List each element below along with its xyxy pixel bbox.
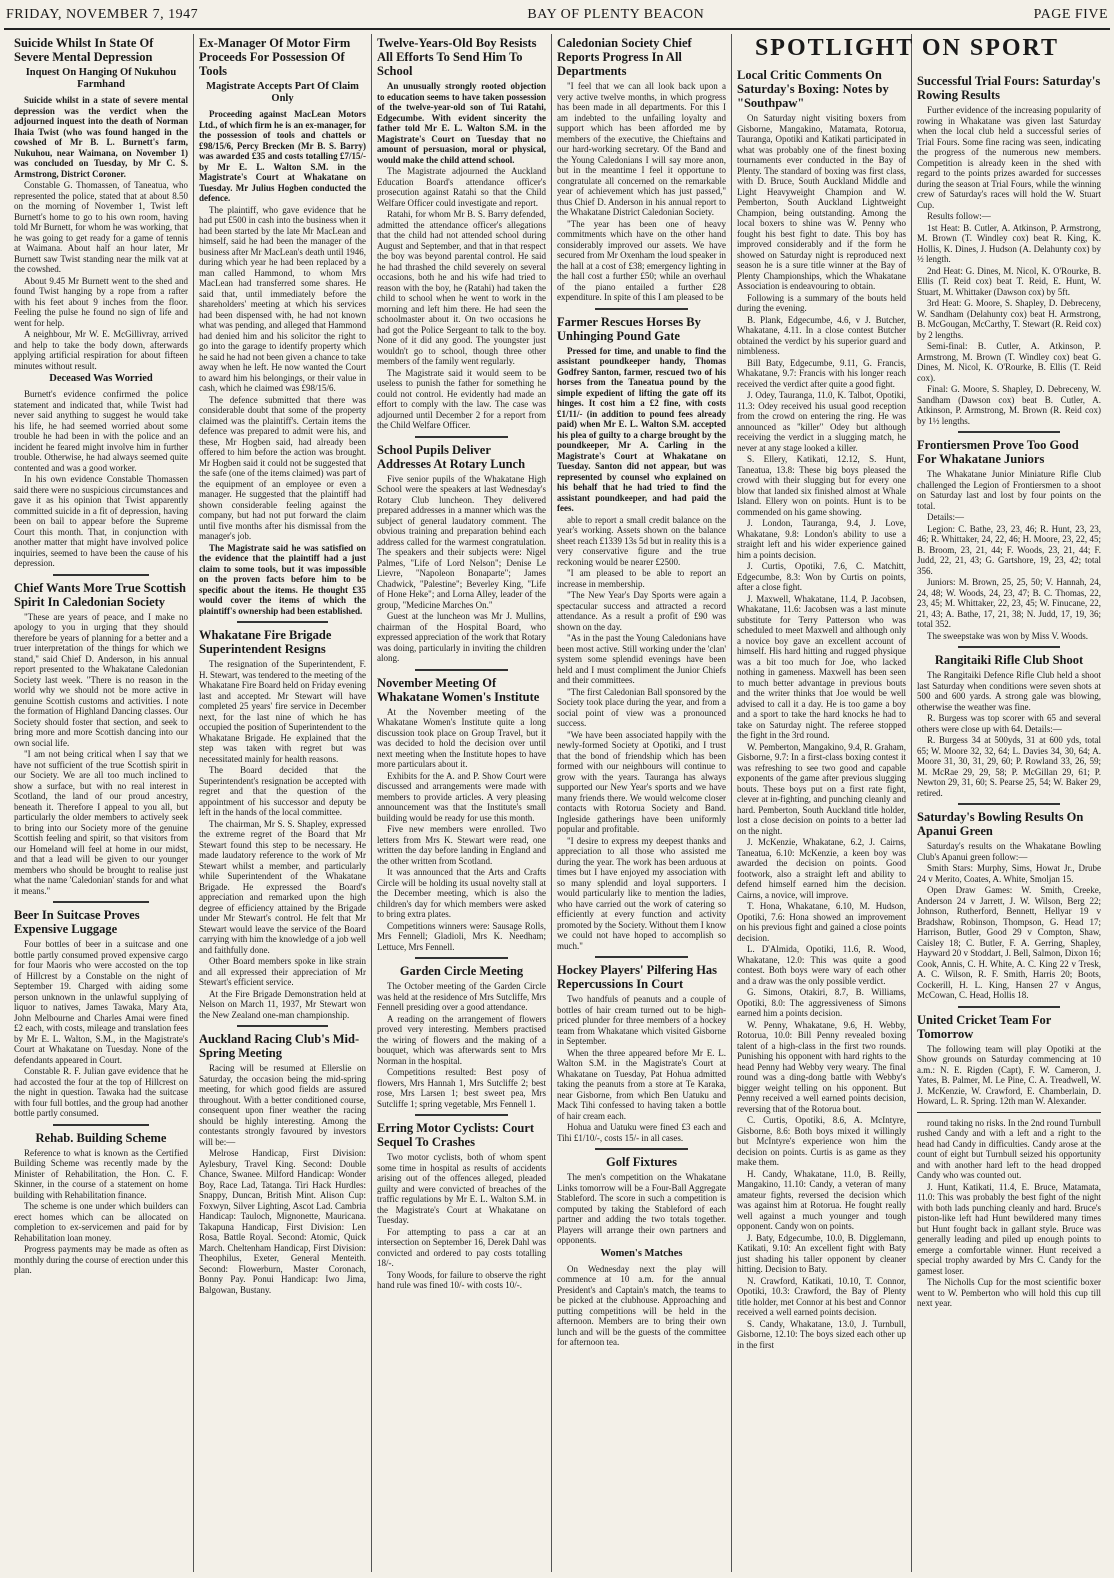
headline-suicide: Suicide Whilst In State Of Severe Mental Depression — [14, 36, 154, 64]
headline-golf-fixtures: Golf Fixtures — [606, 1155, 677, 1169]
headline-racing-club: Auckland Racing Club's Mid-Spring Meeting — [199, 1032, 360, 1060]
headline-school-pupils: School Pupils Deliver Addresses At Rotary Lunch — [377, 442, 526, 471]
article-paragraph: The scheme is one under which builders can erect homes which can be allocated on completion to ex-servicemen and paid for by Rehabilitation loan money. — [14, 1201, 188, 1243]
lead-paragraph: Proceeding against MacLean Motors Ltd., of which firm he is an ex-manager, for the possession of tools and chattels or £98/15/6, Percy Brecken (Mr B. S. Barry) was awarded £35 and costs totalling £7/15/- by Mr E. L. Walton S.M. in the Magistrate's Court at Whakatane on Tuesday. Mr Julius Hogben conducted the defence. — [199, 109, 366, 203]
column-rule — [731, 34, 732, 1572]
article-paragraph: "The first Caledonian Ball sponsored by the Society took place during the year, and from a social point of view was a pronounced success. — [557, 686, 726, 728]
bout-result: N. Crawford, Katikati, 10.10, T. Connor, Opotiki, 10.3: Crawford, the Bay of Plenty title holder, met Connor at his best and Connor received a well earned points decision. — [737, 1275, 906, 1317]
article-paragraph: About 9.45 Mr Burnett went to the shed and found Twist hanging by a rope from a rafter with his feet about 9 inches from the floor. Feeling the pulse he found no sign of life and went for help. — [14, 275, 188, 328]
article-paragraph: Reference to what is known as the Certified Building Scheme was recently made by the Minister of Rehabilitation, the Hon. C. F. Skinner, in the course of a statement on home building with Rehabilitation finance. — [14, 1147, 188, 1200]
article-paragraph: The resignation of the Superintendent, F. H. Stewart, was tendered to the meeting of the Whakatane Fire Board held on Friday evening last and accepted. Mr Stewart will have completed 25 years' fire service in December next, for the last nine of which he has occupied the position of Superintendent to the Whakatane Brigade. He explained that the step was taken with regret but was necessitated mainly for health reasons. — [199, 659, 366, 764]
article-paragraph: Progress payments may be made as often as monthly during the course of erection under this plan. — [14, 1244, 188, 1275]
subhead-magistrate: Magistrate Accepts Part Of Claim Only — [206, 81, 359, 104]
result-line: Smith Stars: Murphy, Sims, Howat Jr., Drube 24 v Merito, Coates, A. White, Smoljan 15. — [917, 863, 1101, 884]
article-paragraph: Two handfuls of peanuts and a couple of bottles of hair cream turned out to be high-priced plunder for three members of a hockey team from Whakatane which visited Gisborne in September. — [557, 994, 726, 1046]
article-paragraph: Five new members were enrolled. Two letters from Mrs K. Stewart were read, one written the day before landing in England and the other written from Scotland. — [377, 824, 546, 866]
article-paragraph: Saturday's results on the Whakatane Bowling Club's Apanui green follow:— — [917, 841, 1101, 862]
section-divider — [53, 574, 149, 576]
column-6 — [917, 72, 1101, 1572]
lead-paragraph: An unusually strongly rooted objection to education seems to have taken possession of the twelve-year-old son of Tui Ratahi, Edgecumbe. With evident sincerity the father told Mr E. L. Walton S.M. in the Magistrate's Court on Tuesday that no amount of persuasion, moral or physical, would make the child attend school. — [377, 81, 546, 165]
article-paragraph: The chairman, Mr S. S. Shapley, expressed the extreme regret of the Board that Mr Stewart found this step to be necessary. He made laudatory reference to the work of Mr Stewart whilst a member, and particularly while Superintendent of the Whakatane Brigade. He expressed the Board's appreciation and remarked upon the high degree of efficiency attained by the Brigade under Mr Stewart's control. He felt that Mr Stewart would leave the service of the Board carrying with him the knowledge of a job well and faithfully done. — [199, 818, 366, 955]
masthead-rule — [4, 28, 1110, 30]
article-paragraph: The Magistrate said it would seem to be useless to punish the father for something he could not control. He evidently had made an effort to comply with the law. The case was adjourned until December 2 for a report from the Child Welfare Officer. — [377, 367, 546, 430]
headline-womens-institute: November Meeting Of Whakatane Women's Institute — [377, 675, 540, 704]
article-paragraph: The Magistrate adjourned the Auckland Education Board's attendance officer's prosecution against Ratahi so that the Child Welfare Officer could investigate and report. — [377, 166, 546, 208]
result-line: R. Burgess 34 at 500yds, 31 at 600 yds, total 65; W. Moore 32, 32, 64; L. Davies 34, 30, 64; A. Moore 31, 30, 31, 29, 60; P. Rowland 33, 26, 59; M. McRae 29, 29, 58; P. McGillan 29, 61; P. Newton 29, 31, 60; S. Pearse 25, 54; W. Baker 29, retired. — [917, 735, 1101, 798]
bout-result: S. Ellery, Katikati, 12.12, S. Hunt, Taneatua, 13.8: These big boys pleased the crowd with their slugging but for every one blow that landed six finished almost at Whale Island. Ellery won on points. Hunt is to be commended on his game showing. — [737, 454, 906, 517]
article-paragraph: When the three appeared before Mr E. L. Walton S.M. in the Magistrate's Court at Whakatane on Tuesday, Pat Hohua admitted taking the peanuts from a store at Te Karaka, near Gisborne, from which Ben Uatuku and Mack Tihi confessed to having taken a bottle of hair cream each. — [557, 1047, 726, 1121]
bout-result: H. Candy, Whakatane, 11.0, B. Reilly, Mangakino, 11.10: Candy, a veteran of many amateur fights, reversed the decision which was against him at Rotorua. He fought really well against a much younger and tough opponent. Candy won on points. — [737, 1168, 906, 1231]
bout-result: B. Plank, Edgecumbe, 4.6, v J. Butcher, Whakatane, 4.11. In a close contest Butcher obtained the verdict by his superior guard and nimbleness. — [737, 314, 906, 356]
lead-paragraph: Suicide whilst in a state of severe mental depression was the verdict when the adjourned inquest into the death of Norman Ihaia Twist (who was found hanged in the cowshed of Mr B. L. Burnett's farm, Nukuhou, near Waimana, on November 1) was concluded on Tuesday, by Mr C. S. Armstrong, District Coroner. — [14, 95, 188, 179]
article-paragraph: "I am not being critical when I say that we have not sufficient of the true Scottish spirit in our Society. We are all too much inclined to show a surface, but with no real interest in Scotland, the land of our proud ancestry, beneath it. Therefore I appeal to you all, but particularly the older members to actively seek to bring into our Society more of the genuine Scottish feeling and spirit, so that visitors from our Homeland will feel at home in our midst, and that a lead will be given to our younger members who should be brought to realise just what the name 'Caledonian' stands for and what it means." — [14, 749, 188, 896]
article-paragraph: A neighbour, Mr W. E. McGillivray, arrived and help to take the body down, afterwards applying artificial respiration for about fifteen minutes without result. — [14, 329, 188, 371]
column-rule — [193, 34, 194, 1572]
article-paragraph: The men's competition on the Whakatane Links tomorrow will be a Four-Ball Aggregate Stableford. The score in such a competition is computed by taking the Stableford of each partner and adding the two totals together. Players will arrange their own partners and opponents. — [557, 1172, 726, 1245]
article-paragraph: The sweepstake was won by Miss V. Woods. — [927, 630, 1089, 641]
article-paragraph: Five senior pupils of the Whakatane High School were the speakers at last Wednesday's Rotary Club luncheon. They delivered prepared addresses in a manner which was the subject of general laudatory comment. The obvious training and preparation behind each address called for the warmest congratulation. The speakers and their subjects were: Nigel Palmes, "Life of Lord Nelson"; Denise Le Lievre, "Napoleon Bonaparte"; James Chadwick, "Palestine"; Beverley King, "Life of Hone Heke"; and Lorna Alley, leader of the group, "Medicine Marches On." — [377, 473, 546, 610]
headline-rowing: Successful Trial Fours: Saturday's Rowing Results — [917, 74, 1101, 102]
section-divider — [595, 956, 688, 958]
result-line: 3rd Heat: G. Moore, S. Shapley, D. Debreceny, W. Sandham (Delahunty cox) beat H. Armstrong, B. McGougan, McCarthy, T. Stewart (R. Reid cox) by 2 lengths. — [917, 298, 1101, 340]
masthead-page-number: PAGE FIVE — [1033, 7, 1108, 22]
article-paragraph: Competitions resulted: Best posy of flowers, Mrs Hannah 1, Mrs Sutcliffe 2; best rose, Mrs Larsen 1; best sweet pea, Mrs Sutcliffe 1; spring vegetable, Mrs Fennell 1. — [377, 1067, 546, 1109]
article-paragraph: Competitions winners were: Sausage Rolls, Mrs Fennell; Gladioli, Mrs K. Needham; Lettuce, Mrs Fennell. — [377, 920, 546, 952]
spotlight-on-sport-banner: SPOTLIGHT ON SPORT — [754, 35, 1060, 61]
result-line: 2nd Heat: G. Dines, M. Nicol, K. O'Rourke, B. Ellis (T. Reid cox) beat T. Reid, E. Hunt, W. Stuart, M. Whittaker (Dawson cox) by 5ft. — [917, 265, 1101, 297]
headline-rehab: Rehab. Building Scheme — [35, 1130, 167, 1145]
article-paragraph: "I feel that we can all look back upon a very active twelve months, in which progress has been made in all departments. For this I am indebted to the unfailing loyalty and support which has been afforded me by members of the executive, the Chieftains and our hard-working secretary. Of the Band and the Young Caledonians I will say more anon, but in the meantime I feel it opportune to congratulate all concerned on the remarkable year of achievement which has just passed," thus Chief D. Anderson in his annual report to the Whakatane District Caledonian Society. — [557, 81, 726, 217]
article-paragraph: R. Burgess was top scorer with 65 and several others were close up with 64. Details:— — [917, 713, 1101, 734]
article-paragraph: Following is a summary of the bouts held during the evening. — [737, 292, 906, 313]
article-paragraph: "As in the past the Young Caledonians have been most active. Still working under the 'clan' system some splendid evenings have been held and I must compliment the Junior Chiefs and their committees. — [557, 633, 726, 685]
article-paragraph: "The New Year's Day Sports were again a spectacular success and attracted a record attendance. As a result a profit of £90 was shown on the day. — [557, 590, 726, 632]
bout-result: L. D'Almida, Opotiki, 11.6, R. Wood, Whakatane, 12.0: This was quite a good contest. Both boys were wary of each other and a draw was the only possible verdict. — [737, 944, 906, 986]
column-2 — [199, 34, 366, 1572]
section-divider — [53, 901, 149, 903]
result-line: Legion: C. Bathe, 23, 23, 46; R. Hunt, 23, 23, 46; R. Whittaker, 24, 22, 46; H. Moore, 23, 22, 45; B. Broom, 23, 21, 44; F. Woods, 23, 21, 44; F. Judd, 22, 21, 43; G. Gartshore, 19, 23, 42; total 356. — [917, 523, 1101, 576]
bout-result: G. Simons, Otakiri, 8.7, B. Williams, Opotiki, 8.0: The aggressiveness of Simons earned him a points decision. — [737, 987, 906, 1018]
headline-frontiersmen: Frontiersmen Prove Too Good For Whakatane Juniors — [917, 438, 1079, 466]
racing-list: Melrose Handicap, First Division: Aylesbury, Travel King. Second: Double Chance, Swanee. Milford Handicap: Wonder Boy, Race Lad, Tatanga. Tiri Hack Hurdles: Snappy, Duncan, British Mint. Alison Cup: Foxwyn, Silver Lighting, Ascot Lad. Cambria Handicap: Tauloch, Mignonette, Mauricana. Takapuna Handicap, First Division: Len Rosa, Battle Royal. Second: Atomic, Quick March. Cheltenham Handicap, First Division: Theophilus, Exeter, General Menteith. Second: Flowerburn, Master Coronach, Bonny Pay. Ponui Handicap: Iwo Jima, Balgowan, Bustany. — [199, 1148, 366, 1295]
section-divider — [415, 669, 508, 671]
article-paragraph: able to report a small credit balance on the year's working. Assets shown on the balance sheet reach £1339 13s 5d but in reality this is a very conservative figure and the true reckoning would be nearer £2500. — [557, 514, 726, 567]
bout-result: J. Maxwell, Whakatane, 11.4, P. Jacobsen, Whakatane, 11.6: Jacobsen was a last minute substitute for Terry Patterson who was scheduled to meet Maxwell and although only a novice boy gave an excellent account of himself. His hard hitting and rugged physique was a bit too much for Joe, who lacked nothing in gameness. Maxwell has been seen to much better advantage in previous bouts and the writer thinks that Joe would be well advised to call it a day. He is too game a boy and a sport to take the hard knocks he had to take on Saturday night. The referee stopped the fight in the 3rd round. — [737, 593, 906, 740]
article-paragraph: The Whakatane Junior Miniature Rifle Club challenged the Legion of Frontiersmen to a shoot on Saturday last and lost by four points on the total. — [917, 469, 1101, 511]
section-divider — [958, 1006, 1059, 1008]
article-paragraph: For attempting to pass a car at an intersection on September 16, Derek Dahl was convicted and ordered to pay costs totalling 18/-. — [377, 1226, 546, 1268]
article-paragraph: Further evidence of the increasing popularity of rowing in Whakatane was given last Saturday when the local club held a successful series of Trial Fours. Some fine racing was seen, indicating the progress of the numerous new members. Competition is already keen in the shed with regard to the points prizes awarded for successes during the season at Trial Fours, while the winning crew of Saturday's races will hold the W. Stuart Cup. — [917, 105, 1101, 210]
headline-scottish-spirit: Chief Wants More True Scottish Spirit In Caledonian Society — [14, 580, 186, 609]
article-paragraph: "I am pleased to be able to report an increase in membership. — [557, 568, 726, 589]
bout-result: W. Pemberton, Mangakino, 9.4, R. Graham, Gisborne, 9.7: In a first-class boxing contest it was refreshing to see two good and capable exponents of the game after previous slugging bouts. These boys put on a first rate fight, clever at in-fighting, and punching cleanly and hard. Pemberton, South Auckland title holder, lost a close decision on points to a better lad on the night. — [737, 741, 906, 836]
lead-paragraph: Pressed for time, and unable to find the assistant poundkeeper handy, Thomas Godfrey Santon, farmer, rescued two of his horses from the Taneatua pound by the simple expedient of lifting the gate off its hinges. It cost him a £2 fine, with costs £1/11/- (in addition to pound fees already paid) when Mr E. L. Walton S.M. accepted his plea of guilty to a charge brought by the poundkeeper, Mr A. Carling in the Magistrate's Court at Whakatane on Tuesday. Santon did not appear, but was represented by counsel who explained on his behalf that he had tried to find the assistant poundkeeper, and had paid the fees. — [557, 345, 726, 513]
article-paragraph: Details:— — [927, 512, 964, 522]
section-divider — [958, 646, 1059, 648]
section-divider — [415, 957, 508, 959]
result-line: Semi-final: B. Cutler, A. Atkinson, P. Armstrong, M. Brown (T. Windley cox) beat G. Dines, M. Nicol, K. O'Rourke, B. Ellis (T. Reid cox). — [917, 341, 1101, 383]
article-paragraph: At the November meeting of the Whakatane Women's Institute quite a long discussion took place on Group Travel, but it was decided to hold the decision over until next meeting when the Institute hopes to have more particulars about it. — [377, 706, 546, 769]
headline-bowling: Saturday's Bowling Results On Apanui Green — [917, 810, 1084, 838]
section-divider — [917, 1112, 1101, 1113]
section-divider — [958, 803, 1059, 805]
headline-ex-manager: Ex-Manager Of Motor Firm Proceeds For Possession Of Tools — [199, 36, 351, 78]
bold-paragraph: The Magistrate said he was satisfied on the evidence that the plaintiff had a just claim to some tools, but it was impossible on the proven facts before him to be specific about the items. He thought £35 would cover the items of which the plaintiff's ownership had been established. — [199, 542, 366, 616]
section-divider — [595, 308, 688, 310]
article-paragraph: It was announced that the Arts and Crafts Circle will be holding its usual novelty stall at the December meeting, which is also the children's day for which members were asked to bring extra plates. — [377, 867, 546, 919]
article-paragraph: Results follow:— — [927, 211, 991, 221]
headline-rangitaiki-rifle: Rangitaiki Rifle Club Shoot — [934, 653, 1084, 667]
column-4 — [557, 34, 726, 1572]
headline-hockey-players: Hockey Players' Pilfering Has Repercussions In Court — [557, 963, 718, 991]
column-3 — [377, 34, 546, 1572]
section-divider — [415, 436, 508, 438]
column-rule — [371, 34, 372, 1572]
headline-cricket-team: United Cricket Team For Tomorrow — [917, 1012, 1052, 1041]
article-paragraph: "These are years of peace, and I make no apology to you in urging that they should therefore be years of planning for a better and a truer interpretation of the things for which we stand," said Chief D. Anderson, in his annual report presented to the Whakatane Caledonian Society last week. "There is no reason in the world why we should not be more active in genuine Scottish customs and activities. I note the formation of Highland Dancing classes. Our Society should foster that section, and seek to bring more and more Scottish dancing into our own social life. — [14, 611, 188, 748]
article-paragraph: In his own evidence Constable Thomassen said there were no suspicious circumstances and gave it as his opinion that Twist apparently committed suicide in a fit of depression, having been on bail to appear before the Supreme Court this month. That, in conjunction with another matter that might have involved police inquiries, seemed to have been the cause of his depression. — [14, 474, 188, 568]
article-paragraph: Exhibits for the A. and P. Show Court were discussed and arrangements were made with members to provide articles. A very pleasing announcement was that the Institute's small building would be ready for use this month. — [377, 770, 546, 823]
article-paragraph: Four bottles of beer in a suitcase and one bottle partly consumed proved expensive cargo for four Maoris who were accosted on the top of Hillcrest by a Constable on the night of September 19. Charged with aiding some person unknown in the unlawful supplying of liquor to natives, James Tawaka, Mary Ata, John Melbourne and Charles Amai were fined £2 each, with costs, mileage and translation fees by Mr E. L. Walton, S.M., in the Magistrate's Court at Whakatane on Tuesday. None of the defendants appeared in Court. — [14, 939, 188, 1065]
bout-result: C. Curtis, Opotiki, 8.6, A. McIntyre, Gisborne, 8.6: Both boys mixed it willingly but McIntyre's experience won him the decision on points. Curtis is as game as they make them. — [737, 1115, 906, 1167]
bout-result: W. Penny, Whakatane, 9.6, H. Webby, Rotorua, 10.0: Bill Penny revealed boxing talent of a high-class in the first two rounds. Punishing his opponent with hard rights to the head Penny had Webby very weary. The final round was a ding-dong battle with Webby's bigger weight telling on his opponent. But Penny received a well earned points decision, reversing that of the Rotorua bout. — [737, 1019, 906, 1114]
headline-caledonian-chief: Caledonian Society Chief Reports Progress In All Departments — [557, 36, 692, 78]
article-paragraph: At the Fire Brigade Demonstration held at Nelson on March 11, 1937, Mr Stewart won the New Zealand one-man championship. — [199, 988, 366, 1020]
column-1 — [14, 34, 188, 1572]
article-paragraph: Racing will be resumed at Ellerslie on Saturday, the occasion being the mid-spring meeting, for which good fields are assured throughout. With a better conditioned course, consequent upon finer weather the racing should be highly interesting. Among the contestants strongly favoured by investors will be:— — [199, 1063, 366, 1147]
article-paragraph: Constable R. F. Julian gave evidence that he had accosted the four at the top of Hillcrest on the night in question. Tawaka had the suitcase with four full bottles, and the group had another bottle partly consumed. — [14, 1066, 188, 1118]
article-paragraph: The Rangitaiki Defence Rifle Club held a shoot last Saturday when conditions were seven shots at 500 and 600 yards. A strong gale was blowing, otherwise the weather was fine. — [917, 670, 1101, 712]
headline-garden-circle: Garden Circle Meeting — [399, 964, 524, 978]
subhead-womens-matches: Women's Matches — [600, 1247, 683, 1259]
article-paragraph: A reading on the arrangement of flowers proved very interesting. Members practised the wiring of flowers and the making of a bouquet, which was afterwards sent to Mrs Norman in the hospital. — [377, 1013, 546, 1066]
article-paragraph: "I desire to express my deepest thanks and appreciation to all those who assisted me during the year. The work has been arduous at times but I have enjoyed my association with so many splendid and loyal supporters. I would particularly like to mention the ladies, who have carried out the work of catering so efficiently at every function and activity promoted by the Society. Without them I know we could not have hoped to accomplish so much." — [557, 835, 726, 951]
headline-motor-cyclists: Erring Motor Cyclists: Court Sequel To Crashes — [377, 1121, 535, 1149]
article-paragraph: Guest at the luncheon was Mr J. Mullins, chairman of the Hospital Board, who expressed appreciation of the work that Rotary was doing, particularly in inviting the children along. — [377, 611, 546, 663]
article-paragraph: "The year has been one of heavy commitments which have on the other hand considerably improved our assets. We have secured from Mr Oxenham the loud speaker in the hall at a cost of £38; emergency lighting in the hall cost a further £50; while an overhaul of the piano entailed a further £28 expenditure. In spite of this I am pleased to be — [557, 218, 726, 302]
result-line: Open Draw Games: W. Smith, Creeke, Anderson 24 v Jarrett, J. W. Wilson, Berg 22; Johnson, Rutherford, Bennett, Hellyar 19 v Bradshaw, Robinson, Thompson, G. Head 17; Harrison, Butler, Good 29 v Compton, Shaw, Caisley 18; C. Butler, F. A. Gerring, Shapley, Hayward 20 v Stoddart, J. Bell, Salmon, Dixon 16; Cook, Annis, C. H. White, A. C. King 22 v Tresk, A. C. Wilson, R. F. Smith, Harris 20; Boots, Cockerill, H. L. King, Hansen 27 v Angus, McCowan, C. Head, Hollis 18. — [917, 885, 1101, 1000]
section-divider — [415, 1114, 508, 1116]
headline-farmer-rescues: Farmer Rescues Horses By Unhinging Pound Gate — [557, 314, 701, 343]
masthead-date: FRIDAY, NOVEMBER 7, 1947 — [6, 7, 199, 22]
bout-result: Bill Baty, Edgecumbe, 9.11, G. Francis, Whakatane, 9.7: Francis with his longer reach received the verdict after quite a good fight. — [737, 357, 906, 389]
article-paragraph: The October meeting of the Garden Circle was held at the residence of Mrs Sutcliffe, Mrs Fennell presiding over a good attendance. — [377, 981, 546, 1012]
subhead-worried: Deceased Was Worried — [49, 373, 153, 384]
section-divider — [53, 1124, 149, 1126]
bout-result: J. Curtis, Opotiki, 7.6, C. Matchitt, Edgecumbe, 8.3: Won by Curtis on points, after a close fight. — [737, 561, 906, 592]
headline-boxing: Local Critic Comments On Saturday's Boxing: Notes by "Southpaw" — [737, 68, 889, 110]
article-paragraph: The following team will play Opotiki at the Show grounds on Saturday commencing at 10 a.m.: N. E. Rigden (Capt), F. W. Cameron, J. Yates, B. Palmer, M. Le Pine, C. A. Treadwell, W. J. McKenzie, W. Crawford, E. Chamberlain, D. Howard, L. R. Spring. 12th man W. Alexander. — [917, 1043, 1101, 1106]
subhead-inquest: Inquest On Hanging Of Nukuhou Farmhand — [25, 67, 177, 90]
article-paragraph: Tony Woods, for failure to observe the right hand rule was fined 10/- with costs 10/-. — [377, 1269, 546, 1290]
article-paragraph: The Nicholls Cup for the most scientific boxer went to W. Pemberton who will hold this cup till next year. — [917, 1277, 1101, 1308]
masthead — [6, 6, 1108, 24]
article-paragraph: The Board decided that the Superintendent's resignation be accepted with regret and that the question of the appointment of his successor and deputy be left in the hands of the local committee. — [199, 765, 366, 817]
bout-result: J. London, Tauranga, 9.4, J. Love, Whakatane, 9.8: London's ability to use a straight left and his wider experience gained him a points decision. — [737, 518, 906, 560]
article-paragraph: J. Hunt, Katikati, 11.4, E. Bruce, Matamata, 11.0: This was probably the best fight of the night with both lads punching cleanly and hard. Bruce's piston-like left had Hunt bewildered many times but Hunt fought back in gallant style. Bruce was generally leading and piled up enough points to emerge a comfortable winner. Hunt received a special trophy awarded by Mrs C. Candy for the gamest loser. — [917, 1181, 1101, 1276]
article-paragraph: "We have been associated happily with the newly-formed Society at Opotiki, and I trust that the bond of friendship which has been formed with our neighbours will continue to grow with the years. Tauranga has always supported our New Year's sports and we have many friends there. We would welcome closer contacts with Rotorua Society and Band. Ingleside gatherings have been uniformly popular and profitable. — [557, 729, 726, 834]
headline-twelve-year-old: Twelve-Years-Old Boy Resists All Efforts To Send Him To School — [377, 36, 537, 78]
article-paragraph: On Saturday night visiting boxers from Gisborne, Mangakino, Matamata, Rotorua, Tauranga, Opotiki and Katikati participated in what was probably one of the finest boxing tournaments ever conducted in the Bay of Plenty. The standard of boxing was first class, with D. Bruce, South Auckland Middle and Light Heavyweight Champion and W. Pemberton, South Auckland Lightweight Champion, being outstanding. Among the local boxers to shine was W. Penny who fought his best fight to date. This boy has improved considerably and if the form he showed on Saturday night is reproduced next season he is a sure title winner at the Bay of Plenty Championships, which the Whakatane Association is endeavouring to obtain. — [737, 113, 906, 291]
article-paragraph: Ratahi, for whom Mr B. S. Barry defended, admitted the attendance officer's allegations that the child had not attended school during August and September, and that in that respect the boy was beyond parental control. He said he had thrashed the child severely on several occasions, both he and his wife had tried to reason with the boy, he (Ratahi) had taken the child to school when he went to work in the morning and left him there. He had seen the schoolmaster about it. On two occasions he had got the Police Sergeant to talk to the boy. None of it did any good. The youngster just wouldn't go to school, though three other members of the family went regularly. — [377, 209, 546, 366]
section-divider — [237, 621, 329, 623]
section-divider — [237, 1025, 329, 1027]
masthead-paper-name: BAY OF PLENTY BEACON — [527, 7, 705, 22]
article-paragraph: Other Board members spoke in like strain and all expressed their appreciation of Mr Stewart's efficient service. — [199, 956, 366, 987]
column-rule — [551, 34, 552, 1572]
article-paragraph: round taking no risks. In the 2nd round Turnbull rushed Candy and with a left and a right to the head had Candy in difficulties. Candy arose at the count of eight but Turnbull seized his opportunity and with another hard left to the head dropped Candy who was counted out. — [917, 1117, 1101, 1180]
headline-beer-suitcase: Beer In Suitcase Proves Expensive Luggage — [14, 908, 140, 936]
bout-result: J. Odey, Tauranga, 11.0, K. Talbot, Opotiki, 11.3: Odey received his usual good reception from the crowd on entering the ring. He was announced as "killer" Odey but although receiving the verdict in a slugging match, he never at any stage looked a killer. — [737, 390, 906, 453]
bout-result: S. Candy, Whakatane, 13.0, J. Turnbull, Gisborne, 12.10: The boys sized each other up in the first — [737, 1318, 906, 1350]
section-divider — [958, 431, 1059, 433]
column-rule — [911, 34, 912, 1572]
article-paragraph: On Wednesday next the play will commence at 10 a.m. for the annual President's and Captain's match, the teams to be picked at the clubhouse. Approaching and putting competitions will be held in the afternoon. Members are to bring their own lunch and will be the guests of the committee for afternoon tea. — [557, 1263, 726, 1347]
section-divider — [595, 1148, 688, 1150]
article-paragraph: Two motor cyclists, both of whom spent some time in hospital as results of accidents arising out of the offences alleged, pleaded guilty and were convicted of breaches of the traffic regulations by Mr E. L. Walton S.M. in the Magistrate's Court at Whakatane on Tuesday. — [377, 1152, 546, 1225]
result-line: Juniors: M. Brown, 25, 25, 50; V. Hannah, 24, 24, 48; W. Woods, 24, 23, 47; B. C. Thomas, 22, 23, 45; M. Whittaker, 22, 23, 45; W. Finucane, 22, 21, 43; A. Bathe, 17, 21, 38; N. Judd, 17, 19, 36; total 352. — [917, 577, 1101, 629]
result-line: Final: G. Moore, S. Shapley, D. Debreceny, W. Sandham (Dawson cox) beat B. Cutler, A. Atkinson, P. Armstrong, M. Brown (R. Reid cox) by 1½ lengths. — [917, 384, 1101, 426]
article-paragraph: Hohua and Uatuku were fined £3 each and Tihi £1/10/-, costs 15/- in all cases. — [557, 1122, 726, 1143]
bout-result: J. Baty, Edgecumbe, 10.0, B. Digglemann, Katikati, 9.10: An excellent fight with Baty just shading his taller opponent by cleaner hitting. Decision to Baty. — [737, 1232, 906, 1274]
result-line: 1st Heat: B. Cutler, A. Atkinson, P. Armstrong, M. Brown (T. Windley cox) beat R. King, K. Hollis, K. Dines, J. Hudson (A. Delahunty cox) by ½ length. — [917, 222, 1101, 264]
article-paragraph: The plaintiff, who gave evidence that he had put £500 in cash into the business when it had been started by the late Mr MacLean and himself, said he had been the manager of the business after Mr MacLean's death until 1946, during which year he had been replaced by a man called Hammond, to whom Mrs MacLean had transferred some shares. He said that, until immediately before the shareholders' meeting at which his services had been dispensed with, he had not known what was pending, and alleged that Hammond had denied him and his solicitor the right to go into the garage to identify property which he said he had not been given a chance to take away when he left. He now wanted the Court to award him his belongings, or their value in cash, which he claimed was £98/15/6. — [199, 204, 366, 393]
bout-result: J. McKenzie, Whakatane, 6.2, J. Cairns, Taneatua, 6.10: McKenzie, a keen boy was awarded the decision on points. Good footwork, also a straight left and ability to defend himself earned him the decision. Cairns, a novice, will improve. — [737, 837, 906, 900]
article-paragraph: The defence submitted that there was considerable doubt that some of the property claimed was the plaintiff's. Certain items the defence was prepared to admit were his, and these, Mr Hogben said, had already been offered to him before the action was brought. Mr Hogben said it could not be suggested that the safe (one of the items claimed) was part of the equipment of an employee or even a manager. He suggested that the plaintiff had shown considerable feeling against the company, but had not put forward the claim until five months after his dismissal from the manager's job. — [199, 394, 366, 541]
article-paragraph: Constable G. Thomassen, of Taneatua, who represented the police, stated that at about 8.50 on the morning of November 1, Twist left Burnett's home to go to his own room, having told Mr Burnett, for whom he was working, that he was going to get ready for a game of tennis at Waimana. About half an hour later, Mr Burnett saw Twist standing near the milk vat at the cowshed. — [14, 180, 188, 274]
bout-result: T. Hona, Whakatane, 6.10, M. Hudson, Opotiki, 7.6: Hona showed an improvement on his previous fight and gained a close points decision. — [737, 901, 906, 943]
article-paragraph: Burnett's evidence confirmed the police statement and indicated that, while Twist had never said anything to suggest he would take his life, he had seemed worried about some trouble he had been in with the police and an incident he feared might involve him in further trouble. Otherwise, he had always seemed quite contented and was a good worker. — [14, 389, 188, 473]
headline-fire-brigade: Whakatane Fire Brigade Superintendent Resigns — [199, 628, 332, 656]
